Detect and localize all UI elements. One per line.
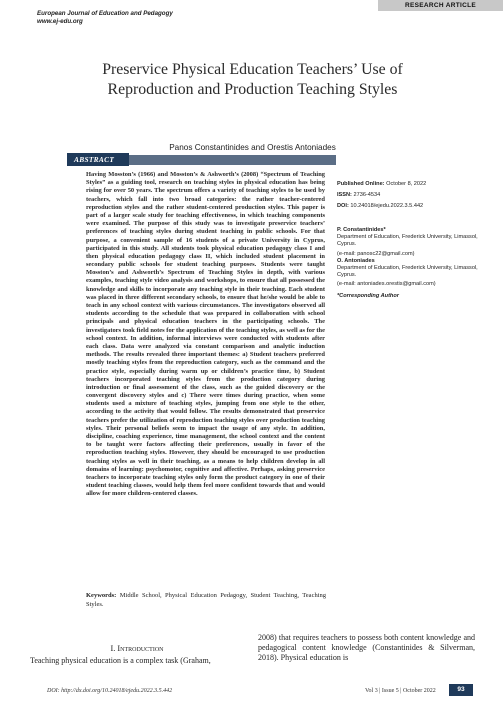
paper-authors: Panos Constantinides and Orestis Antoniades	[169, 143, 336, 152]
body-column-left: Teaching physical education is a complex task (Graham,	[30, 656, 211, 665]
doi-value[interactable]: 10.24018/ejedu.2022.3.5.442	[350, 203, 424, 210]
author2-dept: Department of Education, Frederick University, Limassol, Cyprus.	[337, 265, 478, 279]
keywords-label: Keywords:	[86, 592, 117, 599]
body-column-right: 2008) that requires teachers to possess both content knowledge and pedagogical content knowledge (Constantinides & Silverman, 2018). Physical education is	[258, 633, 475, 662]
journal-name: European Journal of Education and Pedagogy	[37, 10, 173, 17]
section-heading	[97, 644, 177, 653]
paper-title: Preservice Physical Education Teachers’ Use of Reproduction and Production Teaching Styles	[102, 61, 403, 98]
article-type-badge: RESEARCH ARTICLE	[378, 0, 503, 11]
author-affiliations	[337, 227, 482, 300]
journal-header	[37, 10, 173, 26]
section-title: Introduction	[117, 644, 164, 653]
author1-dept: Department of Education, Frederick University, Limassol, Cyprus.	[337, 234, 478, 248]
footer-volume: Vol 3 | Issue 5 | October 2022	[365, 688, 436, 694]
doi-label: DOI:	[337, 203, 349, 210]
page-number: 93	[449, 684, 473, 696]
author1-email[interactable]: (e-mail: panosc22@gmail.com)	[337, 250, 415, 257]
corresponding-note: *Corresponding Author	[337, 292, 399, 299]
abstract-text: Having Mosston’s (1966) and Mosston’s & Ashworth’s (2008) “Spectrum of Teaching Styles” as a guiding tool, research on teaching styles in physical education has being rising for over 50 years. The spectrum offers a variety of teaching styles to be used by teachers, which fall into two broad categories: the rather teacher-centered reproduction styles and the rather student-centered production styles. This paper is part of a larger scale study for teaching effectiveness, in which teaching components were examined. The purpose of this study was to investigate preservice teachers’ preferences of teaching styles during student teaching in public schools. For that purpose, a convenient sample of 16 students of a private University in Cyprus, participated in this study. All students took physical education pedagogy class I and then physical education pedagogy class II, which included student placement in secondary public schools for student teaching purposes. Students were taught Mosston’s and Ashworth’s Spectrum of Teaching Styles in depth, with various examples, teaching style video analysis and workshops, to ensure that all possessed the knowledge and skills to incorporate any teaching style in their teaching. Each student was placed in three different secondary schools, to ensure that he/she would be able to teach in any school context with various circumstances. The investigators observed all students according to the schedule that was prepared in collaboration with school principals and physical education teachers in the participating schools. The investigators took field notes for the application of the teaching styles, as well as for the school context. In addition, informal interviews were conducted with students after each class. Data were analyzed via constant comparison and analytic induction methods. The results revealed three important themes: a) Student teachers preferred mostly teaching styles from the reproduction category, such as the command and the practice style, especially during warm up or children’s practice time, b) Student teachers incorporated teaching styles from the production category during introduction or final assessment of the class, such as the guided discovery or the convergent discovery styles and c) There were times during practice, when some students used a mixture of teaching styles, jumping from one style to the other, according to the activity that would follow. The results demonstrated that preservice teachers prefer the utilization of reproduction teaching styles over production teaching styles. Their personal beliefs seem to impact the usage of any style. In addition, discipline, coaching experience, time management, the school context and the content to be taught were factors affecting their preferences, usually in favor of the reproduction teaching styles. However, they should be encouraged to use production teaching styles as well in their teaching, as a means to help children develop in all domains of learning: psychomotor, cognitive and affective. Perhaps, asking preservice teachers to incorporate teaching styles only form the product category in one of their student teaching classes, would help them feel more confident towards that and would allow for more children-centered classes.	[86, 171, 325, 498]
issn-label: ISSN:	[337, 192, 352, 199]
author1-name: P. Constantinides*	[337, 227, 386, 233]
keywords	[86, 591, 326, 609]
section-number: I.	[110, 644, 116, 653]
published-label: Published Online:	[337, 181, 385, 187]
issn-value: 2736-4534	[353, 192, 381, 199]
keywords-list: Middle School, Physical Education Pedagogy, Student Teaching, Teaching Styles.	[86, 592, 327, 608]
author2-email[interactable]: (e-mail: antoniades.orestis@gmail.com)	[337, 281, 436, 288]
footer-doi[interactable]: DOI: http://dx.doi.org/10.24018/ejedu.2022.3.5.442	[47, 688, 173, 694]
publication-info	[337, 181, 482, 211]
published-date: October 8, 2022	[386, 181, 427, 187]
author2-name: O. Antoniades	[337, 257, 375, 264]
abstract-label: ABSTRACT	[67, 153, 129, 166]
journal-url: www.ej-edu.org	[37, 18, 83, 25]
